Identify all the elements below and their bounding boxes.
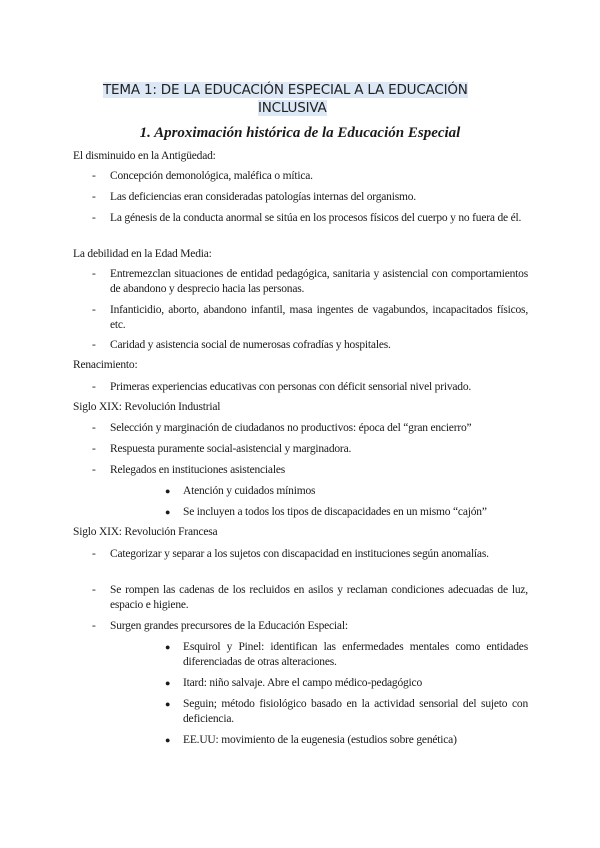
list-item	[92, 421, 528, 436]
bullet-icon: ●	[165, 642, 171, 652]
list-item	[92, 380, 528, 395]
item-text: Respuesta puramente social-asistencial y marginadora.	[110, 443, 352, 455]
dash-marker: -	[92, 381, 96, 393]
list-item	[92, 303, 528, 333]
bullet-item	[165, 733, 528, 748]
list-item	[92, 619, 528, 634]
bullet-icon: ●	[165, 507, 171, 517]
item-text: Infanticidio, aborto, abandono infantil, masa ingentes de vagabundos, incapacitados físicos, etc.	[110, 304, 528, 331]
item-text: EE.UU: movimiento de la eugenesia (estudios sobre genética)	[183, 734, 457, 746]
section-label: La debilidad en la Edad Media:	[73, 248, 212, 260]
item-text: Concepción demonológica, maléfica o mítica.	[110, 170, 313, 182]
item-text: Surgen grandes precursores de la Educación Especial:	[110, 620, 348, 632]
dash-marker: -	[92, 548, 96, 560]
list-item	[92, 267, 528, 297]
bullet-item	[165, 640, 528, 670]
item-text: Itard: niño salvaje. Abre el campo médico-pedagógico	[183, 677, 422, 689]
item-text: Atención y cuidados mínimos	[183, 485, 316, 497]
list-item	[92, 547, 528, 562]
item-text: Las deficiencias eran consideradas patologías internas del organismo.	[110, 191, 416, 203]
bullet-item	[165, 697, 528, 727]
list-item	[92, 463, 528, 478]
dash-marker: -	[92, 620, 96, 632]
bullet-item	[165, 676, 528, 691]
bullet-icon: ●	[165, 678, 171, 688]
section-label: Renacimiento:	[73, 359, 138, 371]
dash-marker: -	[92, 443, 96, 455]
item-text: Categorizar y separar a los sujetos con discapacidad en instituciones según anomalías.	[110, 548, 489, 560]
list-item	[92, 190, 528, 205]
dash-marker: -	[92, 268, 96, 280]
bullet-icon: ●	[165, 699, 171, 709]
dash-marker: -	[92, 422, 96, 434]
dash-marker: -	[92, 212, 96, 224]
dash-marker: -	[92, 191, 96, 203]
section-label: El disminuido en la Antigüedad:	[73, 150, 216, 162]
bullet-icon: ●	[165, 735, 171, 745]
bullet-item	[165, 484, 528, 499]
list-item	[92, 169, 528, 184]
item-text: Primeras experiencias educativas con personas con déficit sensorial nivel privado.	[110, 381, 472, 393]
document-title-line1: TEMA 1: DE LA EDUCACIÓN ESPECIAL A LA EDUCACIÓN	[103, 82, 468, 98]
list-item	[92, 442, 528, 457]
section-heading: 1. Aproximación histórica de la Educación Especial	[139, 125, 461, 141]
section-label: Siglo XIX: Revolución Industrial	[73, 401, 221, 413]
item-text: Entremezclan situaciones de entidad pedagógica, sanitaria y asistencial con comportamientos de abandono y desprecio hacia las personas.	[110, 268, 528, 295]
dash-marker: -	[92, 339, 96, 351]
list-item	[92, 211, 528, 226]
dash-marker: -	[92, 170, 96, 182]
dash-marker: -	[92, 464, 96, 476]
section-label: Siglo XIX: Revolución Francesa	[73, 526, 218, 538]
bullet-item	[165, 505, 528, 520]
item-text: Relegados en instituciones asistenciales	[110, 464, 285, 476]
item-text: Caridad y asistencia social de numerosas cofradías y hospitales.	[110, 339, 391, 351]
list-item	[92, 583, 528, 613]
item-text: La génesis de la conducta anormal se sitúa en los procesos físicos del cuerpo y no fuera de él.	[110, 212, 522, 224]
item-text: Selección y marginación de ciudadanos no productivos: época del “gran encierro”	[110, 422, 472, 434]
item-text: Se incluyen a todos los tipos de discapacidades en un mismo “cajón”	[183, 506, 487, 518]
dash-marker: -	[92, 304, 96, 316]
bullet-icon: ●	[165, 486, 171, 496]
dash-marker: -	[92, 584, 96, 596]
item-text: Seguin; método fisiológico basado en la actividad sensorial del sujeto con deficiencia.	[183, 698, 528, 725]
item-text: Esquirol y Pinel: identifican las enfermedades mentales como entidades diferenciadas de otras alteraciones.	[183, 641, 528, 668]
item-text: Se rompen las cadenas de los recluidos en asilos y reclaman condiciones adecuadas de luz, espacio e higiene.	[110, 584, 528, 611]
list-item	[92, 338, 528, 353]
document-title-line2: INCLUSIVA	[258, 100, 327, 116]
